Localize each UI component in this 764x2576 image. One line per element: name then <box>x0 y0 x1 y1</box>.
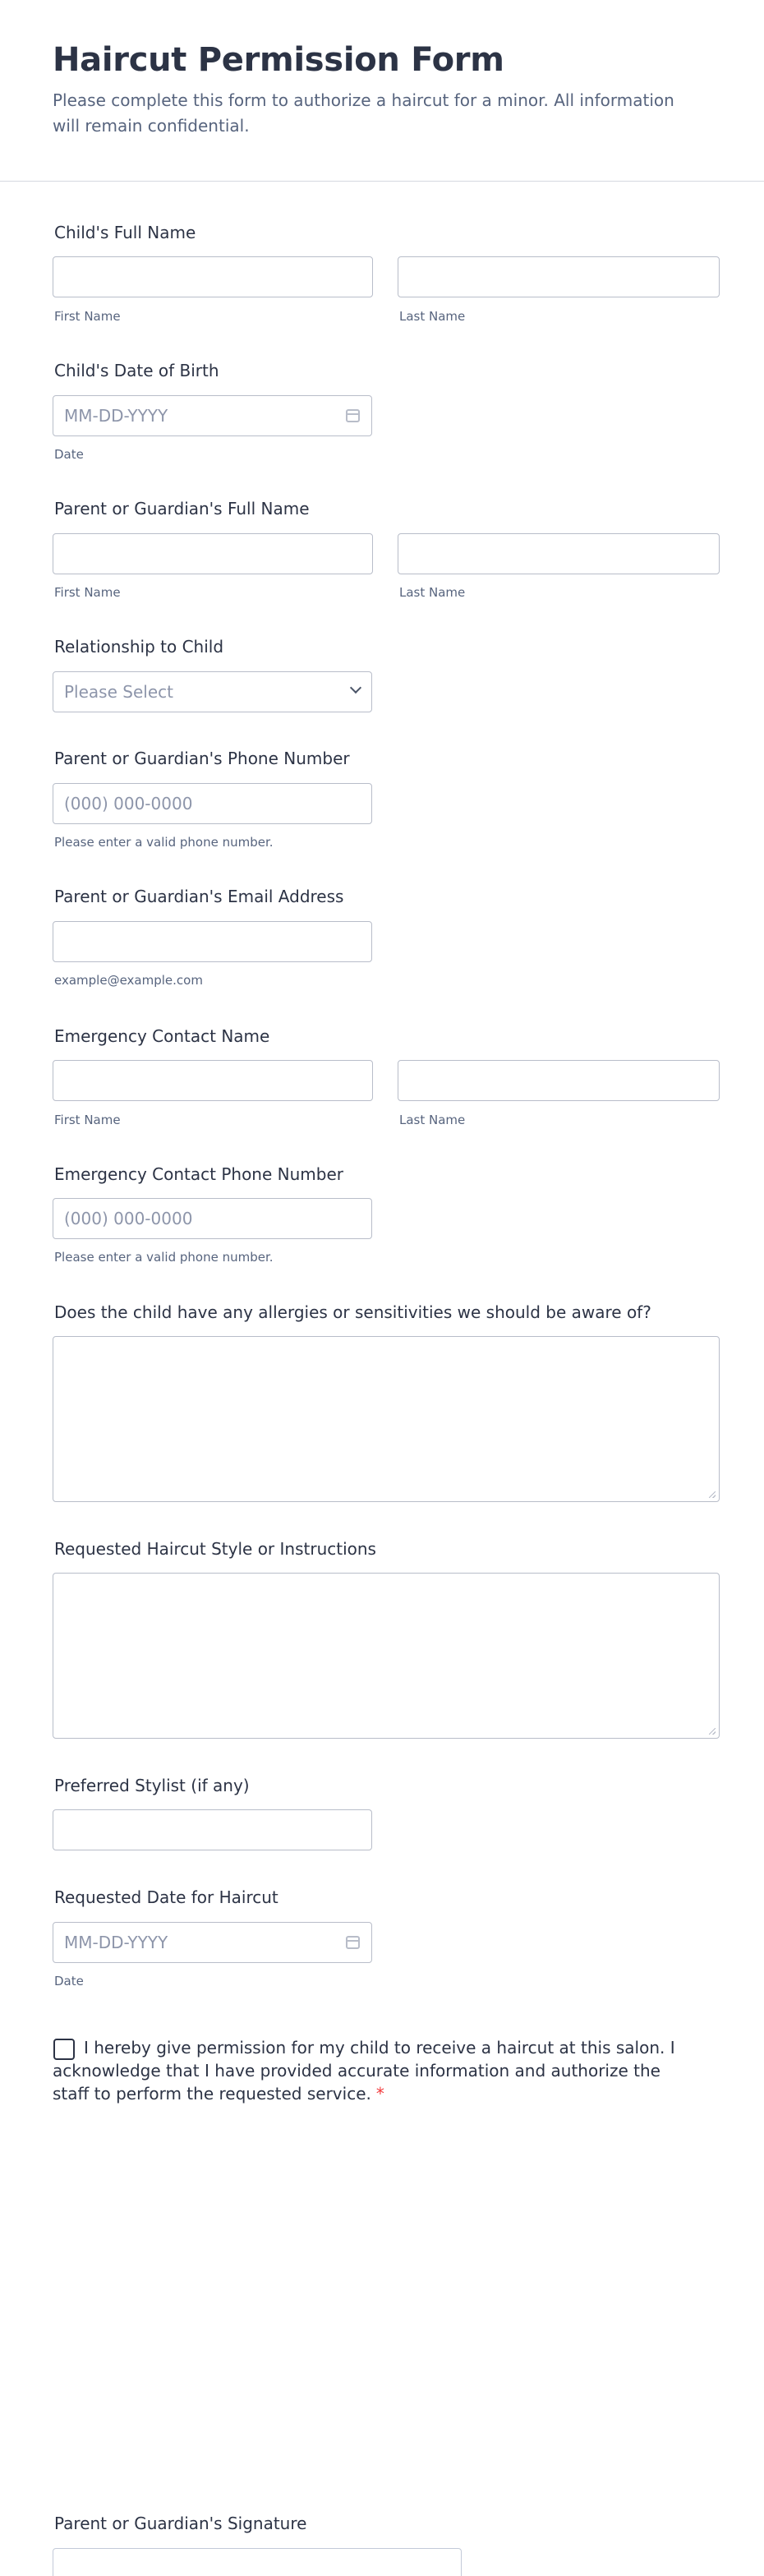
relationship-label: Relationship to Child <box>54 637 224 657</box>
allergies-label: Does the child have any allergies or sensitivities we should be aware of? <box>54 1302 651 1322</box>
resize-handle-icon[interactable] <box>709 1491 716 1498</box>
haircut-date-label: Requested Date for Haircut <box>54 1887 278 1907</box>
parent-name-label: Parent or Guardian's Full Name <box>54 499 310 518</box>
emergency-last-name-input[interactable] <box>398 1060 720 1101</box>
relationship-selected-value: Please Select <box>64 682 173 702</box>
child-name-label: Child's Full Name <box>54 223 196 242</box>
signature-label: Parent or Guardian's Signature <box>54 2514 307 2533</box>
calendar-icon[interactable] <box>346 1936 360 1949</box>
emergency-first-name-sublabel: First Name <box>54 1113 121 1127</box>
stylist-label: Preferred Stylist (if any) <box>54 1776 250 1795</box>
parent-email-sublabel: example@example.com <box>54 973 203 988</box>
parent-email-label: Parent or Guardian's Email Address <box>54 887 344 906</box>
emergency-phone-label: Emergency Contact Phone Number <box>54 1164 343 1184</box>
allergies-textarea[interactable] <box>53 1336 720 1502</box>
emergency-name-label: Emergency Contact Name <box>54 1026 270 1046</box>
consent-text: I hereby give permission for my child to receive a haircut at this salon. I acknowledge that I have provided accurate information and authorize the staff to perform the requested service. <box>53 2038 675 2104</box>
haircut-date-input[interactable] <box>53 1922 372 1963</box>
haircut-date-placeholder: MM-DD-YYYY <box>64 1933 168 1952</box>
page-title: Haircut Permission Form <box>53 41 504 79</box>
child-dob-label: Child's Date of Birth <box>54 361 219 380</box>
consent-text-block <box>53 2036 677 2105</box>
relationship-select[interactable] <box>53 671 372 712</box>
parent-last-name-sublabel: Last Name <box>399 585 466 600</box>
parent-last-name-input[interactable] <box>398 533 720 574</box>
child-dob-placeholder: MM-DD-YYYY <box>64 406 168 426</box>
child-last-name-sublabel: Last Name <box>399 309 466 324</box>
haircut-date-sublabel: Date <box>54 1974 84 1988</box>
parent-phone-input[interactable] <box>53 783 372 824</box>
haircut-style-textarea[interactable] <box>53 1573 720 1739</box>
parent-first-name-input[interactable] <box>53 533 373 574</box>
child-dob-sublabel: Date <box>54 447 84 462</box>
parent-phone-sublabel: Please enter a valid phone number. <box>54 835 274 850</box>
calendar-icon[interactable] <box>346 409 360 422</box>
haircut-style-label: Requested Haircut Style or Instructions <box>54 1539 376 1559</box>
parent-first-name-sublabel: First Name <box>54 585 121 600</box>
parent-phone-label: Parent or Guardian's Phone Number <box>54 749 350 768</box>
emergency-phone-placeholder: (000) 000-0000 <box>64 1209 193 1228</box>
chevron-down-icon <box>350 682 361 694</box>
emergency-first-name-input[interactable] <box>53 1060 373 1101</box>
resize-handle-icon[interactable] <box>709 1728 716 1735</box>
emergency-phone-sublabel: Please enter a valid phone number. <box>54 1250 274 1265</box>
emergency-last-name-sublabel: Last Name <box>399 1113 466 1127</box>
required-asterisk: * <box>375 2084 384 2104</box>
parent-email-input[interactable] <box>53 921 372 962</box>
stylist-input[interactable] <box>53 1809 372 1850</box>
signature-pad[interactable] <box>53 2548 462 2576</box>
child-last-name-input[interactable] <box>398 256 720 297</box>
child-dob-input[interactable] <box>53 395 372 436</box>
page-subtitle: Please complete this form to authorize a haircut for a minor. All information will remain confidential. <box>53 90 674 136</box>
emergency-phone-input[interactable] <box>53 1198 372 1239</box>
child-first-name-input[interactable] <box>53 256 373 297</box>
form-header <box>0 0 764 182</box>
child-first-name-sublabel: First Name <box>54 309 121 324</box>
parent-phone-placeholder: (000) 000-0000 <box>64 794 193 813</box>
